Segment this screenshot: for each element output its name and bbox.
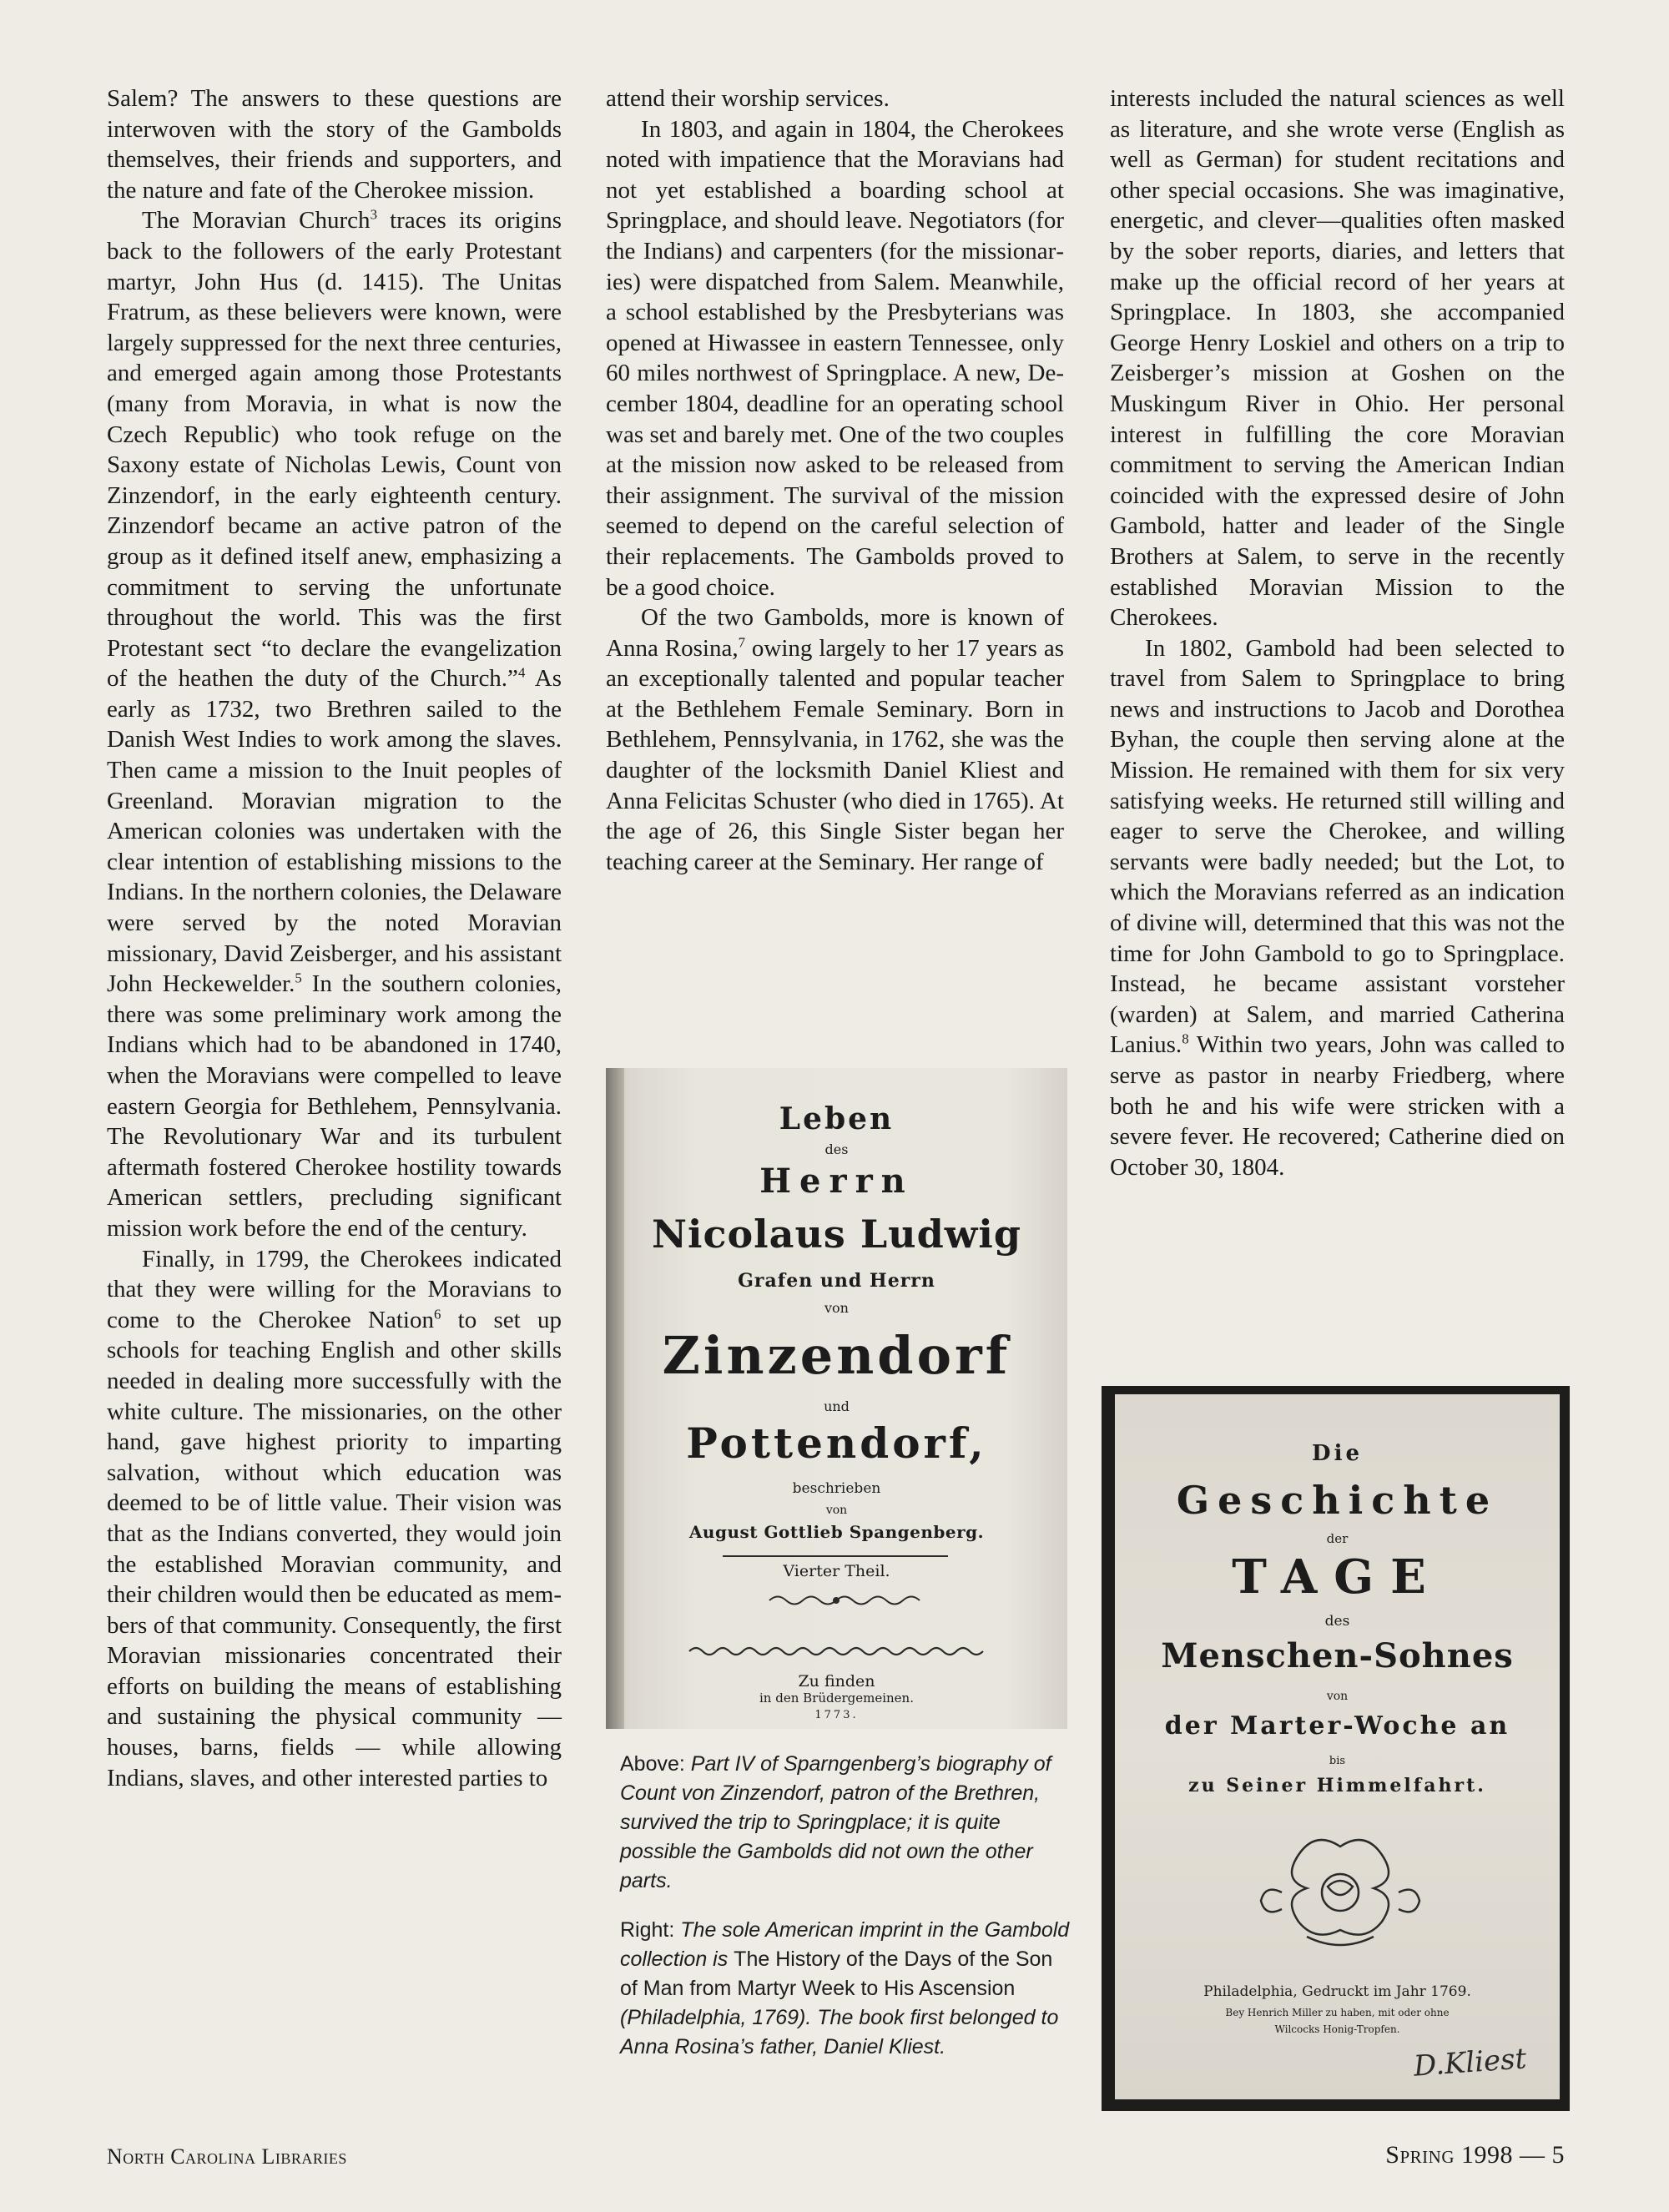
title-line: Die (1312, 1441, 1363, 1466)
title-line: 1773. (814, 1709, 859, 1721)
caption-right: Right: The sole American imprint in the Gambold collection is The History of the Days of the Son of Man from Martyr Week to His Ascension (Philadelphia, 1769). The book first belonged to Anna Rosina’s father, Daniel Kliest. (620, 1918, 1070, 2058)
footer-issue-page: Spring 1998 — 5 (1385, 2141, 1565, 2169)
imprint-line: Wilcocks Honig-Tropfen. (1274, 2023, 1400, 2035)
paragraph: The Moravian Church$^3$ traces its origins back to the followers of the early Protestant martyr, John Hus (d. 1415). The Unitas Fratrum, as these believers were known, were largely suppressed for the next three centuries, and emerged again among those Protestants (many from Moravia, in what is now the Czech Republic) who took refuge on the Saxony estate of Nicholas Lewis, Count von Zinzendorf, in the early eighteenth century. Zinzendorf became an active patron of the group as it defined itself anew, emphasizing a commitment to serving the unfortunate throughout the world. This was the first Protestant sect “to declare the evangelization of the heathen the duty of the Church.”$^4$ As early as 1732, two Brethren sailed to the Danish West Indies to work among the slaves. Then came a mission to the Inuit peoples of Greenland. Moravian migration to the American colonies was undertaken with the clear intention of establishing missions to the Indians. In the northern colonies, the Delaware were served by the noted Moravian missionary, David Zeisberger, and his assistant John Heckewelder.$^5$ In the southern colonies, there was some preliminary work among the Indians which had to be abandoned in 1740, when the Moravians were compelled to leave eastern Georgia for Bethlehem, Pennsylvania. The Revolutionary War and its turbulent aftermath fostered Cherokee hostility towards American settlers, precluding significant mission work before the end of the century. (107, 206, 562, 1242)
title-line: zu Seiner Himmelfahrt. (1188, 1775, 1486, 1796)
footnote-ref: 8 (1182, 1030, 1189, 1047)
title-line: Nicolaus Ludwig (651, 1212, 1022, 1257)
footnote-ref: 5 (295, 970, 302, 986)
title-line: des (824, 1141, 849, 1157)
paragraph: attend their worship services. (606, 85, 890, 112)
title-line: Leben (779, 1101, 895, 1136)
title-line: August Gottlieb Spangenberg. (688, 1522, 985, 1542)
ornament-band-icon (606, 1644, 1067, 1659)
column-2 (606, 83, 1064, 877)
footnote-ref: 3 (370, 206, 377, 223)
footnote-ref: 4 (517, 664, 526, 681)
title-line: von (1326, 1690, 1349, 1703)
imprint-line: Philadelphia, Gedruckt im Jahr 1769. (1203, 1983, 1471, 2000)
caption-above: Above: Part IV of Sparngenberg’s biography of Count von Zinzendorf, patron of the Brethren, survived the trip to Springplace; it is quite possible the Gambolds did not own the other parts. (620, 1752, 1051, 1892)
title-page-photo-zinzendorf (606, 1068, 1067, 1729)
paragraph: Salem? The answers to these questions are interwoven with the story of the Gambolds themselves, their friends and supporters, and the nature and fate of the Cherokee mission. (107, 85, 562, 204)
title-line: der (1326, 1531, 1349, 1546)
title-line: in den Brüdergemeinen. (759, 1690, 914, 1706)
paragraph: Finally, in 1799, the Cherokees indicated that they were willing for the Moravians to come to the Cherokee Nation$^6$ to set up schools for teaching English and other skills needed in dealing more successfully with the white culture. The missionaries, on the other hand, gave highest priority to imparting salvation, without which education was deemed to be of little value. Their vision was that as the Indians converted, they would join the established Moravian community, and their children would then be educated as members of that community. Consequently, the first Moravian missionaries concentrated their efforts on building the means of establishing and sustaining the physical community — houses, barns, fields — while allowing Indians, slaves, and other interested parties to (107, 1245, 562, 1791)
footnote-ref: 7 (738, 634, 745, 651)
title-line: der Marter-Woche an (1164, 1711, 1510, 1741)
imprint-line: Bey Henrich Miller zu haben, mit oder ohne (1225, 2007, 1450, 2018)
title-line: bis (1329, 1755, 1346, 1767)
title-line: Pottendorf, (686, 1418, 987, 1468)
column-3 (1110, 83, 1565, 1182)
column-1 (107, 83, 562, 1793)
paragraph: In 1802, Gambold had been selected to travel from Salem to Springplace to bring news and instructions to Jacob and Dorothea Byhan, the couple then serving alone at the Mission. He remained with them for six very satisfying weeks. He returned still willing and eager to serve the Cherokee, and willing servants were badly needed; but the Lot, to which the Moravians referred as an indication of divine will, determined that this was not the time for John Gambold to go to Springplace. Instead, he became assistant vorsteher (warden) at Salem, and married Catherina Lanius.$^8$ Within two years, John was called to serve as pastor in nearby Friedberg, where both he and his wife were stricken with a severe fever. He recovered; Catherine died on October 30, 1804. (1110, 634, 1565, 1181)
paragraph: interests included the natural sciences as well as literature, and she wrote verse (English as well as German) for student recitations and other special occasions. She was imaginative, energetic, and clever—qualities often masked by the sober reports, diaries, and letters that make up the official record of her years at Springplace. In 1803, she accompanied George Henry Loskiel and others on a trip to Zeisberger’s mission at Goshen on the Muskingum River in Ohio. Her personal interest in fulfilling the core Moravian commitment to serving the American Indian coincided with the expressed desire of John Gambold, hatter and leader of the Single Brothers at Salem, to serve in the recently established Moravian Mission to the Cherokees. (1110, 85, 1565, 632)
title-line: Geschichte (1176, 1478, 1499, 1523)
title-page-photo-history (1102, 1386, 1570, 2111)
title-line: von (825, 1504, 848, 1517)
footer-journal-name: North Carolina Libraries (107, 2144, 347, 2169)
rule-divider (606, 1554, 1067, 1558)
title-line: Zu finden (798, 1672, 875, 1690)
paragraph: In 1803, and again in 1804, the Cherokees noted with impatience that the Moravians had not yet established a boarding school at Springplace, and should leave. Negotiators (for the Indians) and carpenters (for the missionaries) were dispatched from Salem. Meanwhile, a school established by the Presbyterians was opened at Hiwassee in eastern Tennessee, only 60 miles northwest of Springplace. A new, December 1804, deadline for an operating school was set and barely met. One of the two couples at the mission now asked to be released from their assignment. The survival of the mission seemed to depend on the careful selection of their replacements. The Gambolds proved to be a good choice. (606, 115, 1064, 601)
book-page (1115, 1394, 1560, 2099)
footnote-ref: 6 (433, 1306, 441, 1323)
title-line: beschrieben (792, 1480, 881, 1497)
photo-caption (620, 1750, 1071, 2082)
title-line: Menschen-Sohnes (1161, 1636, 1514, 1675)
paragraph: Of the two Gambolds, more is known of Anna Rosina,$^7$ owing largely to her 17 years as an exceptionally talented and popular teacher at the Bethlehem Female Seminary. Born in Bethlehem, Pennsylvania, in 1762, she was the daughter of the locksmith Daniel Kliest and Anna Felicitas Schuster (who died in 1765). At the age of 26, this Single Sister began her teaching career at the Seminary. Her range of (606, 604, 1065, 875)
ornament-icon (606, 1592, 1067, 1609)
title-line: Vierter Theil. (783, 1562, 890, 1580)
title-line: und (824, 1398, 850, 1414)
title-line: TAGE (1232, 1549, 1443, 1605)
title-line: des (1324, 1613, 1350, 1630)
printer-ornament-icon (1257, 1830, 1424, 1955)
title-line: Zinzendorf (662, 1325, 1011, 1386)
title-line: Grafen und Herrn (738, 1270, 935, 1292)
handwritten-signature: D.Kliest (1412, 2042, 1528, 2084)
title-line: Herrn (759, 1161, 914, 1201)
title-line: von (824, 1300, 849, 1316)
